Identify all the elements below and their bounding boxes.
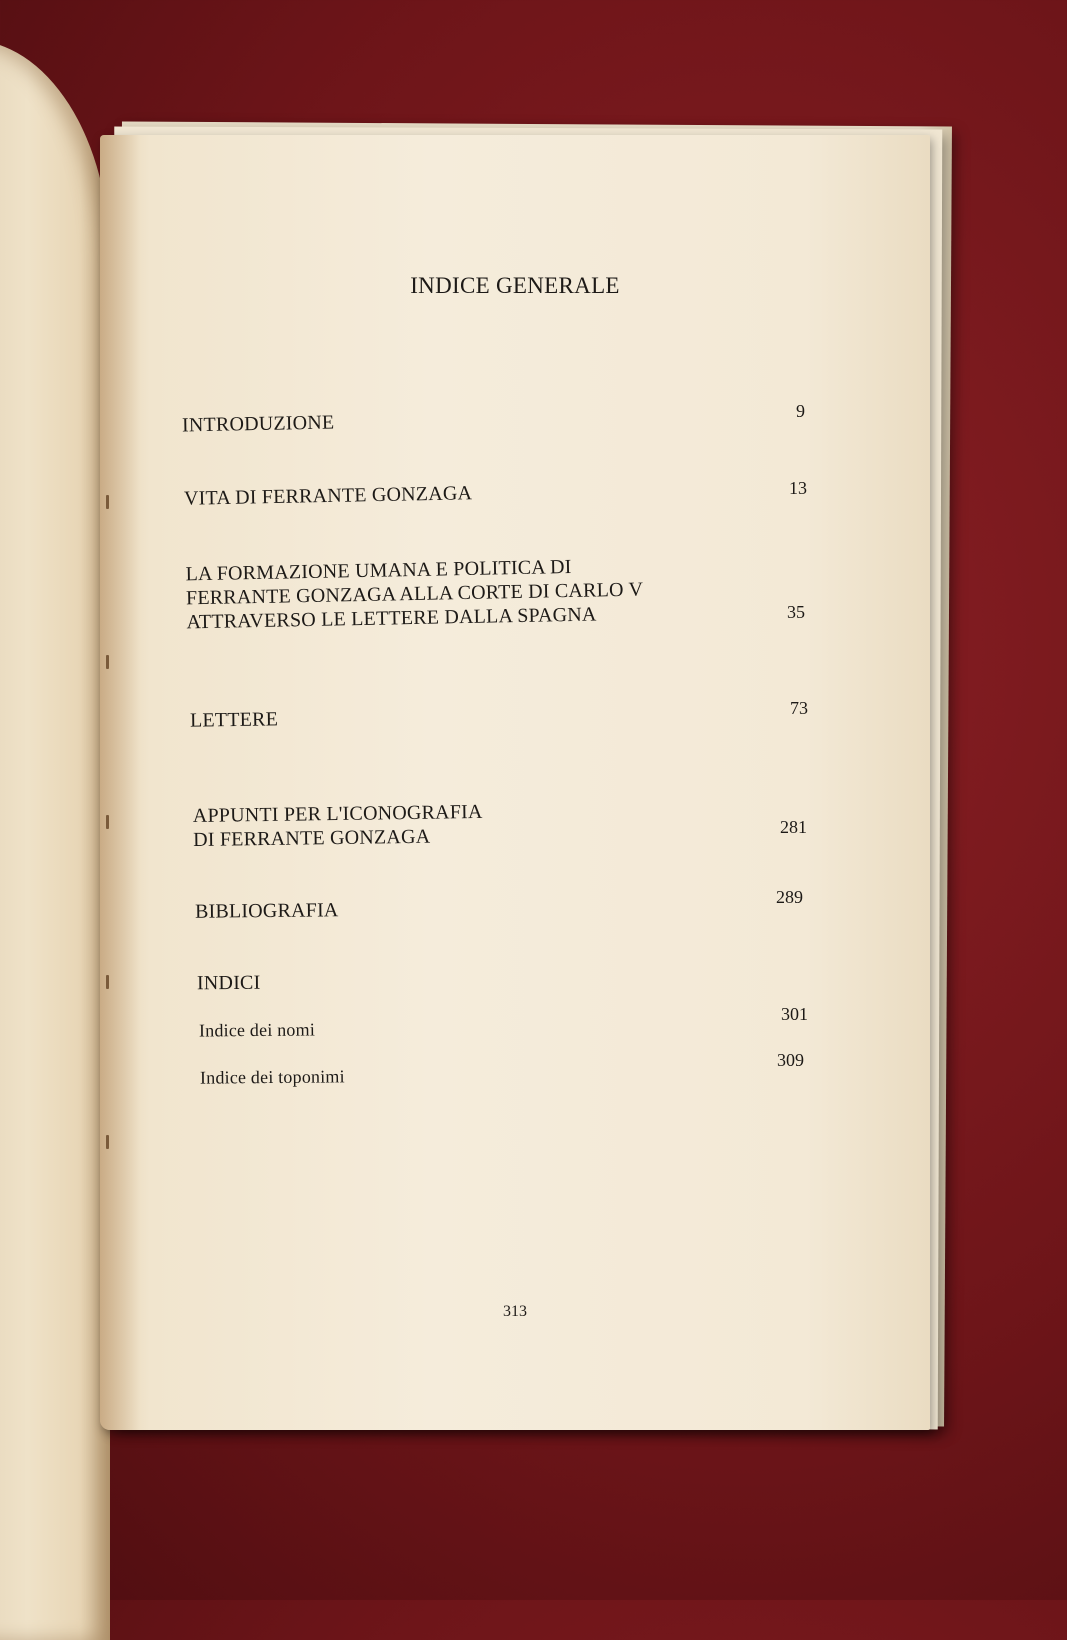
toc-entry-page: 13 <box>789 478 807 498</box>
toc-entry-line: FERRANTE GONZAGA ALLA CORTE DI CARLO V <box>185 578 644 610</box>
toc-entry-line: Indice dei nomi <box>198 1019 316 1041</box>
toc-entry-title <box>195 898 339 924</box>
toc-entry-line: ATTRAVERSO LE LETTERE DALLA SPAGNA <box>186 603 597 634</box>
toc-entry-line: BIBLIOGRAFIA <box>194 899 339 923</box>
toc-entry-title <box>184 481 473 511</box>
toc-entry-title <box>185 554 643 635</box>
toc-entry-page: 73 <box>790 698 808 718</box>
book-page <box>100 135 930 1430</box>
toc-entry-line: APPUNTI PER L'ICONOGRAFIA <box>192 800 483 828</box>
toc-entry-title <box>197 971 261 996</box>
toc-entry-page: 309 <box>777 1050 804 1070</box>
left-facing-page <box>0 40 110 1640</box>
toc-entry-title <box>182 411 335 438</box>
toc-entry-page: 9 <box>796 401 805 421</box>
toc-entry-line: DI FERRANTE GONZAGA <box>193 825 431 852</box>
toc-entry-line: LETTERE <box>189 708 279 732</box>
toc-entry-line: VITA DI FERRANTE GONZAGA <box>183 482 473 510</box>
toc-entry-title <box>193 800 483 852</box>
toc-entry-title <box>190 707 278 732</box>
toc-entry-page: 301 <box>781 1004 808 1024</box>
toc-entry-page: 281 <box>780 817 807 837</box>
table-of-contents <box>100 135 930 1430</box>
toc-entry-line: LA FORMAZIONE UMANA E POLITICA DI <box>185 555 572 586</box>
page-number: 313 <box>503 1303 527 1320</box>
toc-entry-line: INDICI <box>196 971 261 995</box>
toc-entry-title <box>200 1064 345 1089</box>
toc-entry-page: 35 <box>787 602 805 622</box>
page-title: INDICE GENERALE <box>410 273 620 298</box>
toc-entry-line: Indice dei toponimi <box>199 1066 345 1088</box>
toc-entry-page: 289 <box>776 887 803 907</box>
toc-entry-title <box>199 1017 315 1042</box>
toc-entry-line: INTRODUZIONE <box>181 411 335 437</box>
